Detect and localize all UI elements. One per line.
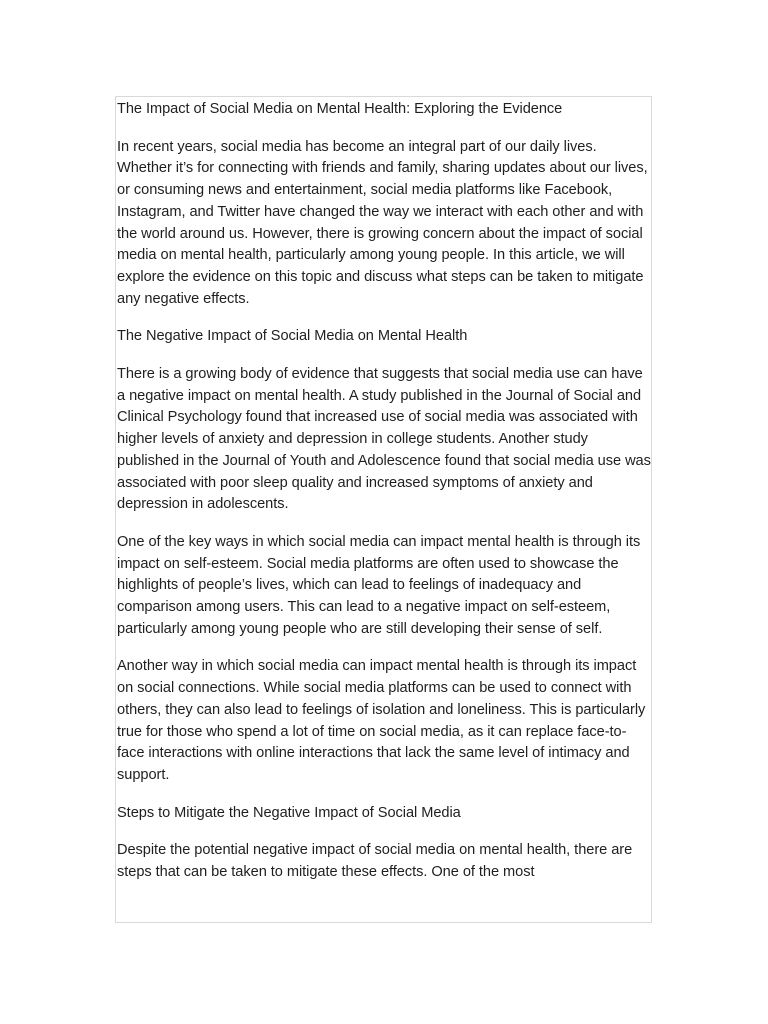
paragraph-social-connections: Another way in which social media can impact mental health is through its impact on social connections. While social media platforms can be used to connect with others, they can also lead to feelings of isolation and loneliness. This is particularly true for those who spend a lot of time on social media, as it can replace face-to-face interactions with online interactions that lack the same level of intimacy and support.: [117, 658, 646, 783]
document-body: [117, 99, 652, 900]
section-heading-negative-impact: The Negative Impact of Social Media on Mental Health: [117, 328, 468, 345]
section-heading-mitigation: Steps to Mitigate the Negative Impact of Social Media: [117, 804, 461, 821]
paragraph-evidence: There is a growing body of evidence that suggests that social media use can have a negative impact on mental health. A study published in the Journal of Social and Clinical Psychology found that increased use of social media was associated with higher levels of anxiety and depression in college students. Another study published in the Journal of Youth and Adolescence found that social media use was associated with poor sleep quality and increased symptoms of anxiety and depression in adolescents.: [117, 366, 651, 513]
document-title: The Impact of Social Media on Mental Health: Exploring the Evidence: [117, 101, 563, 117]
paragraph-mitigation: Despite the potential negative impact of social media on mental health, there are steps that can be taken to mitigate these effects. One of the most: [117, 842, 633, 881]
document-page: [115, 96, 652, 923]
intro-paragraph: In recent years, social media has become an integral part of our daily lives. Whether it’s for connecting with friends and family, sharing updates about our lives, or consuming news and entertainment, social media platforms like Facebook, Instagram, and Twitter have changed the way we interact with each other and with the world around us. However, there is growing concern about the impact of social media on mental health, particularly among young people. In this article, we will explore the evidence on this topic and discuss what steps can be taken to mitigate any negative effects.: [117, 138, 648, 307]
paragraph-self-esteem: One of the key ways in which social media can impact mental health is through its impact on self-esteem. Social media platforms are often used to showcase the highlights of people’s lives, which can lead to feelings of inadequacy and comparison among users. This can lead to a negative impact on self-esteem, particularly among young people who are still developing their sense of self.: [117, 533, 641, 637]
